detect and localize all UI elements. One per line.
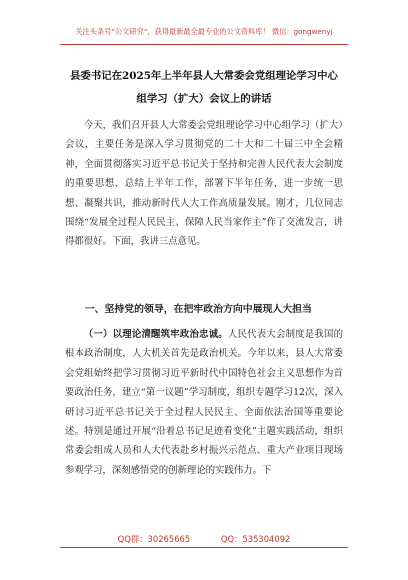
qq-group-number: QQ群：30265665 — [117, 534, 191, 544]
document-title-line1: 县委书记在2025年上半年县人大常委会党组理论学习中心 — [70, 70, 338, 82]
footer-divider — [60, 547, 348, 548]
promo-banner: 关注头条号“公文研究”，获得最新最全最专业的公文资料库！ 微信：gongwenyj — [75, 27, 333, 36]
contact-footer — [0, 533, 408, 545]
subsection-heading: （一）以理论清醒筑牢政治忠诚。 — [83, 329, 228, 340]
document-title-line2: 组学习（扩大）会议上的讲话 — [136, 93, 272, 105]
subsection-paragraph — [65, 325, 343, 480]
section-heading: 一、坚持党的领导，在把牢政治方向中展现人大担当 — [84, 304, 312, 315]
header-divider — [60, 44, 348, 45]
intro-paragraph: 今天，我们召开县人大常委会党组理论学习中心组学习（扩大）会议，主要任务是深入学习贯彻党的二十大和二十届三中全会精神，全面贯彻落实习近平总书记关于坚持和完善人民代表大会制度的重要思想，总结上半年工作，部署下半年任务，进一步统一思想、凝聚共识，推动新时代人大工作高质量发展。刚才，几位同志围绕“发展全过程人民民主、保障人民当家作主”作了交流发言，讲得都很好。下面，我讲三点意见。 — [65, 120, 343, 248]
qq-number: QQ：535304092 — [220, 534, 291, 544]
subsection-text: 人民代表大会制度是我国的根本政治制度，人大机关首先是政治机关。今年以来，县人大常委会党组始终把学习贯彻习近平新时代中国特色社会主义思想作为首要政治任务，建立“第一议题”学习制度，组织专题学习12次，深入研讨习近平总书记关于全过程人民民主、全面依法治国等重要论述。特别是通过开展“沿着总书记足迹看变化”主题实践活动，组织常委会组成人员和人大代表赴乡村振兴示范点、重大产业项目现场参观学习，深刻感悟党的创新理论的实践伟力。下 — [65, 329, 343, 476]
